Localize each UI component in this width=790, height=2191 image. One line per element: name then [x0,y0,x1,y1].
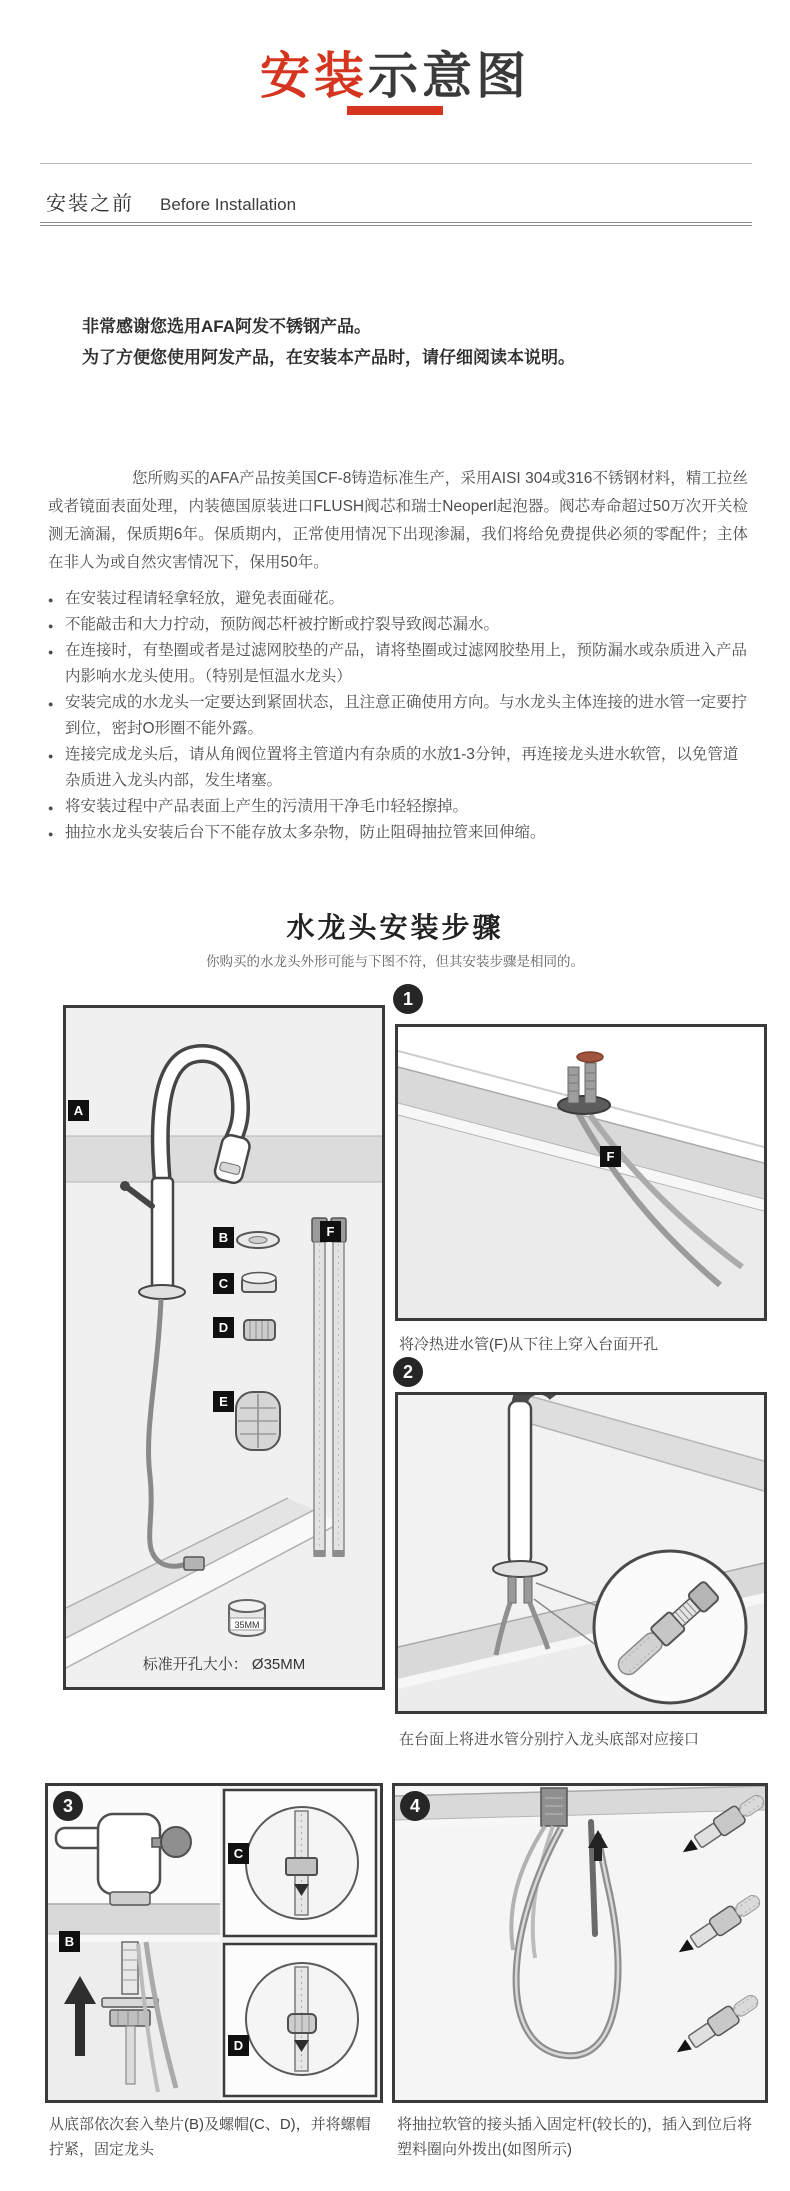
part-label-c: C [213,1273,234,1294]
notice-item: ● 在安装过程请轻拿轻放，避免表面碰花。 [48,586,750,612]
faucet-parts-illustration [66,1008,382,1687]
product-description-paragraph: 您所购买的AFA产品按美国CF-8铸造标准生产，采用AISI 304或316不锈钢材料，精工拉丝或者镜面表面处理，内装德国原装进口FLUSH阀芯和瑞士Neoperl起泡器。阀芯寿命超过50万次开关检测无滴漏，保质期6年。保质期内，正常使用情况下出现渗漏，我们将给免费提供必须的零配件；主体在非人为或自然灾害情况下，保用50年。 [48,470,748,571]
step-1-badge: 1 [393,984,423,1014]
section-rule-bottom [40,222,752,226]
notice-list [48,586,750,846]
part-label-e: E [213,1391,234,1412]
part-label-a: A [68,1100,89,1121]
step-2-diagram-box [395,1392,767,1714]
step-3-illustration [48,1786,380,2100]
notice-item: ● 将安装过程中产品表面上产生的污渍用干净毛巾轻轻擦掉。 [48,794,750,820]
page-title-dark-part: 示意图 [368,48,530,104]
step-1-illustration [398,1027,764,1318]
part-label-b-step3: B [59,1931,80,1952]
steps-section-title: 水龙头安装步骤 [286,912,504,943]
title-underline [347,106,443,115]
step-4-caption: 将抽拉软管的接头插入固定杆(较长的)，插入到位后将塑料圈向外拨出(如图所示) [397,2116,752,2158]
step-2-badge: 2 [393,1357,423,1387]
step-3-diagram-box [45,1783,383,2103]
notice-item: ● 抽拉水龙头安装后台下不能存放太多杂物，防止阻碍抽拉管来回伸缩。 [48,820,750,846]
intro-bold-text [82,311,744,373]
part-label-f-step1: F [600,1146,621,1167]
step-4-diagram-box [392,1783,768,2103]
step-3-badge: 3 [53,1791,83,1821]
before-heading-zh: 安装之前 [46,193,134,215]
step-4-illustration [395,1786,765,2100]
before-heading-en: Before Installation [160,195,297,214]
parts-diagram-box [63,1005,385,1690]
step-2-caption: 在台面上将进水管分别拧入龙头底部对应接口 [399,1731,700,1748]
notice-item: ● 不能敲击和大力拧动，预防阀芯杆被拧断或拧裂导致阀芯漏水。 [48,612,750,638]
intro-line-1: 非常感谢您选用AFA阿发不锈钢产品。 [82,317,371,336]
part-label-d-step3: D [228,2035,249,2056]
step-2-illustration [398,1395,764,1711]
part-label-f: F [320,1221,341,1242]
before-installation-heading [46,187,296,216]
section-rule-top [40,163,752,164]
page-title-red-part: 安装 [260,48,368,104]
notice-item: ● 连接完成龙头后，请从角阀位置将主管道内有杂质的水放1-3分钟，再连接龙头进水软管，以免管道杂质进入龙头内部，发生堵塞。 [48,742,750,794]
step-3-caption: 从底部依次套入垫片(B)及螺帽(C、D)，并将螺帽拧紧，固定龙头 [49,2116,371,2158]
notice-item: ● 在连接时，有垫圈或者是过滤网胶垫的产品，请将垫圈或过滤网胶垫用上，预防漏水或杂质进入产品内影响水龙头使用。（特别是恒温水龙头） [48,638,750,690]
part-label-c-step3: C [228,1843,249,1864]
hole-size-note: 标准开孔大小： Ø35MM [142,1656,306,1673]
steps-section-subtitle: 你购买的水龙头外形可能与下图不符，但其安装步骤是相同的。 [206,954,584,969]
step-4-badge: 4 [400,1791,430,1821]
part-label-b: B [213,1227,234,1248]
step-1-caption: 将冷热进水管(F)从下往上穿入台面开孔 [399,1336,659,1353]
notice-item: ● 安装完成的水龙头一定要达到紧固状态，且注意正确使用方向。与水龙头主体连接的进水管一定要拧到位，密封O形圈不能外露。 [48,690,750,742]
part-label-d: D [213,1317,234,1338]
intro-line-2: 为了方便您使用阿发产品，在安装本产品时，请仔细阅读本说明。 [82,348,575,367]
step-1-diagram-box [395,1024,767,1321]
hole-size-cylinder-label: 35MM [234,1620,260,1630]
page-title [0,36,790,108]
